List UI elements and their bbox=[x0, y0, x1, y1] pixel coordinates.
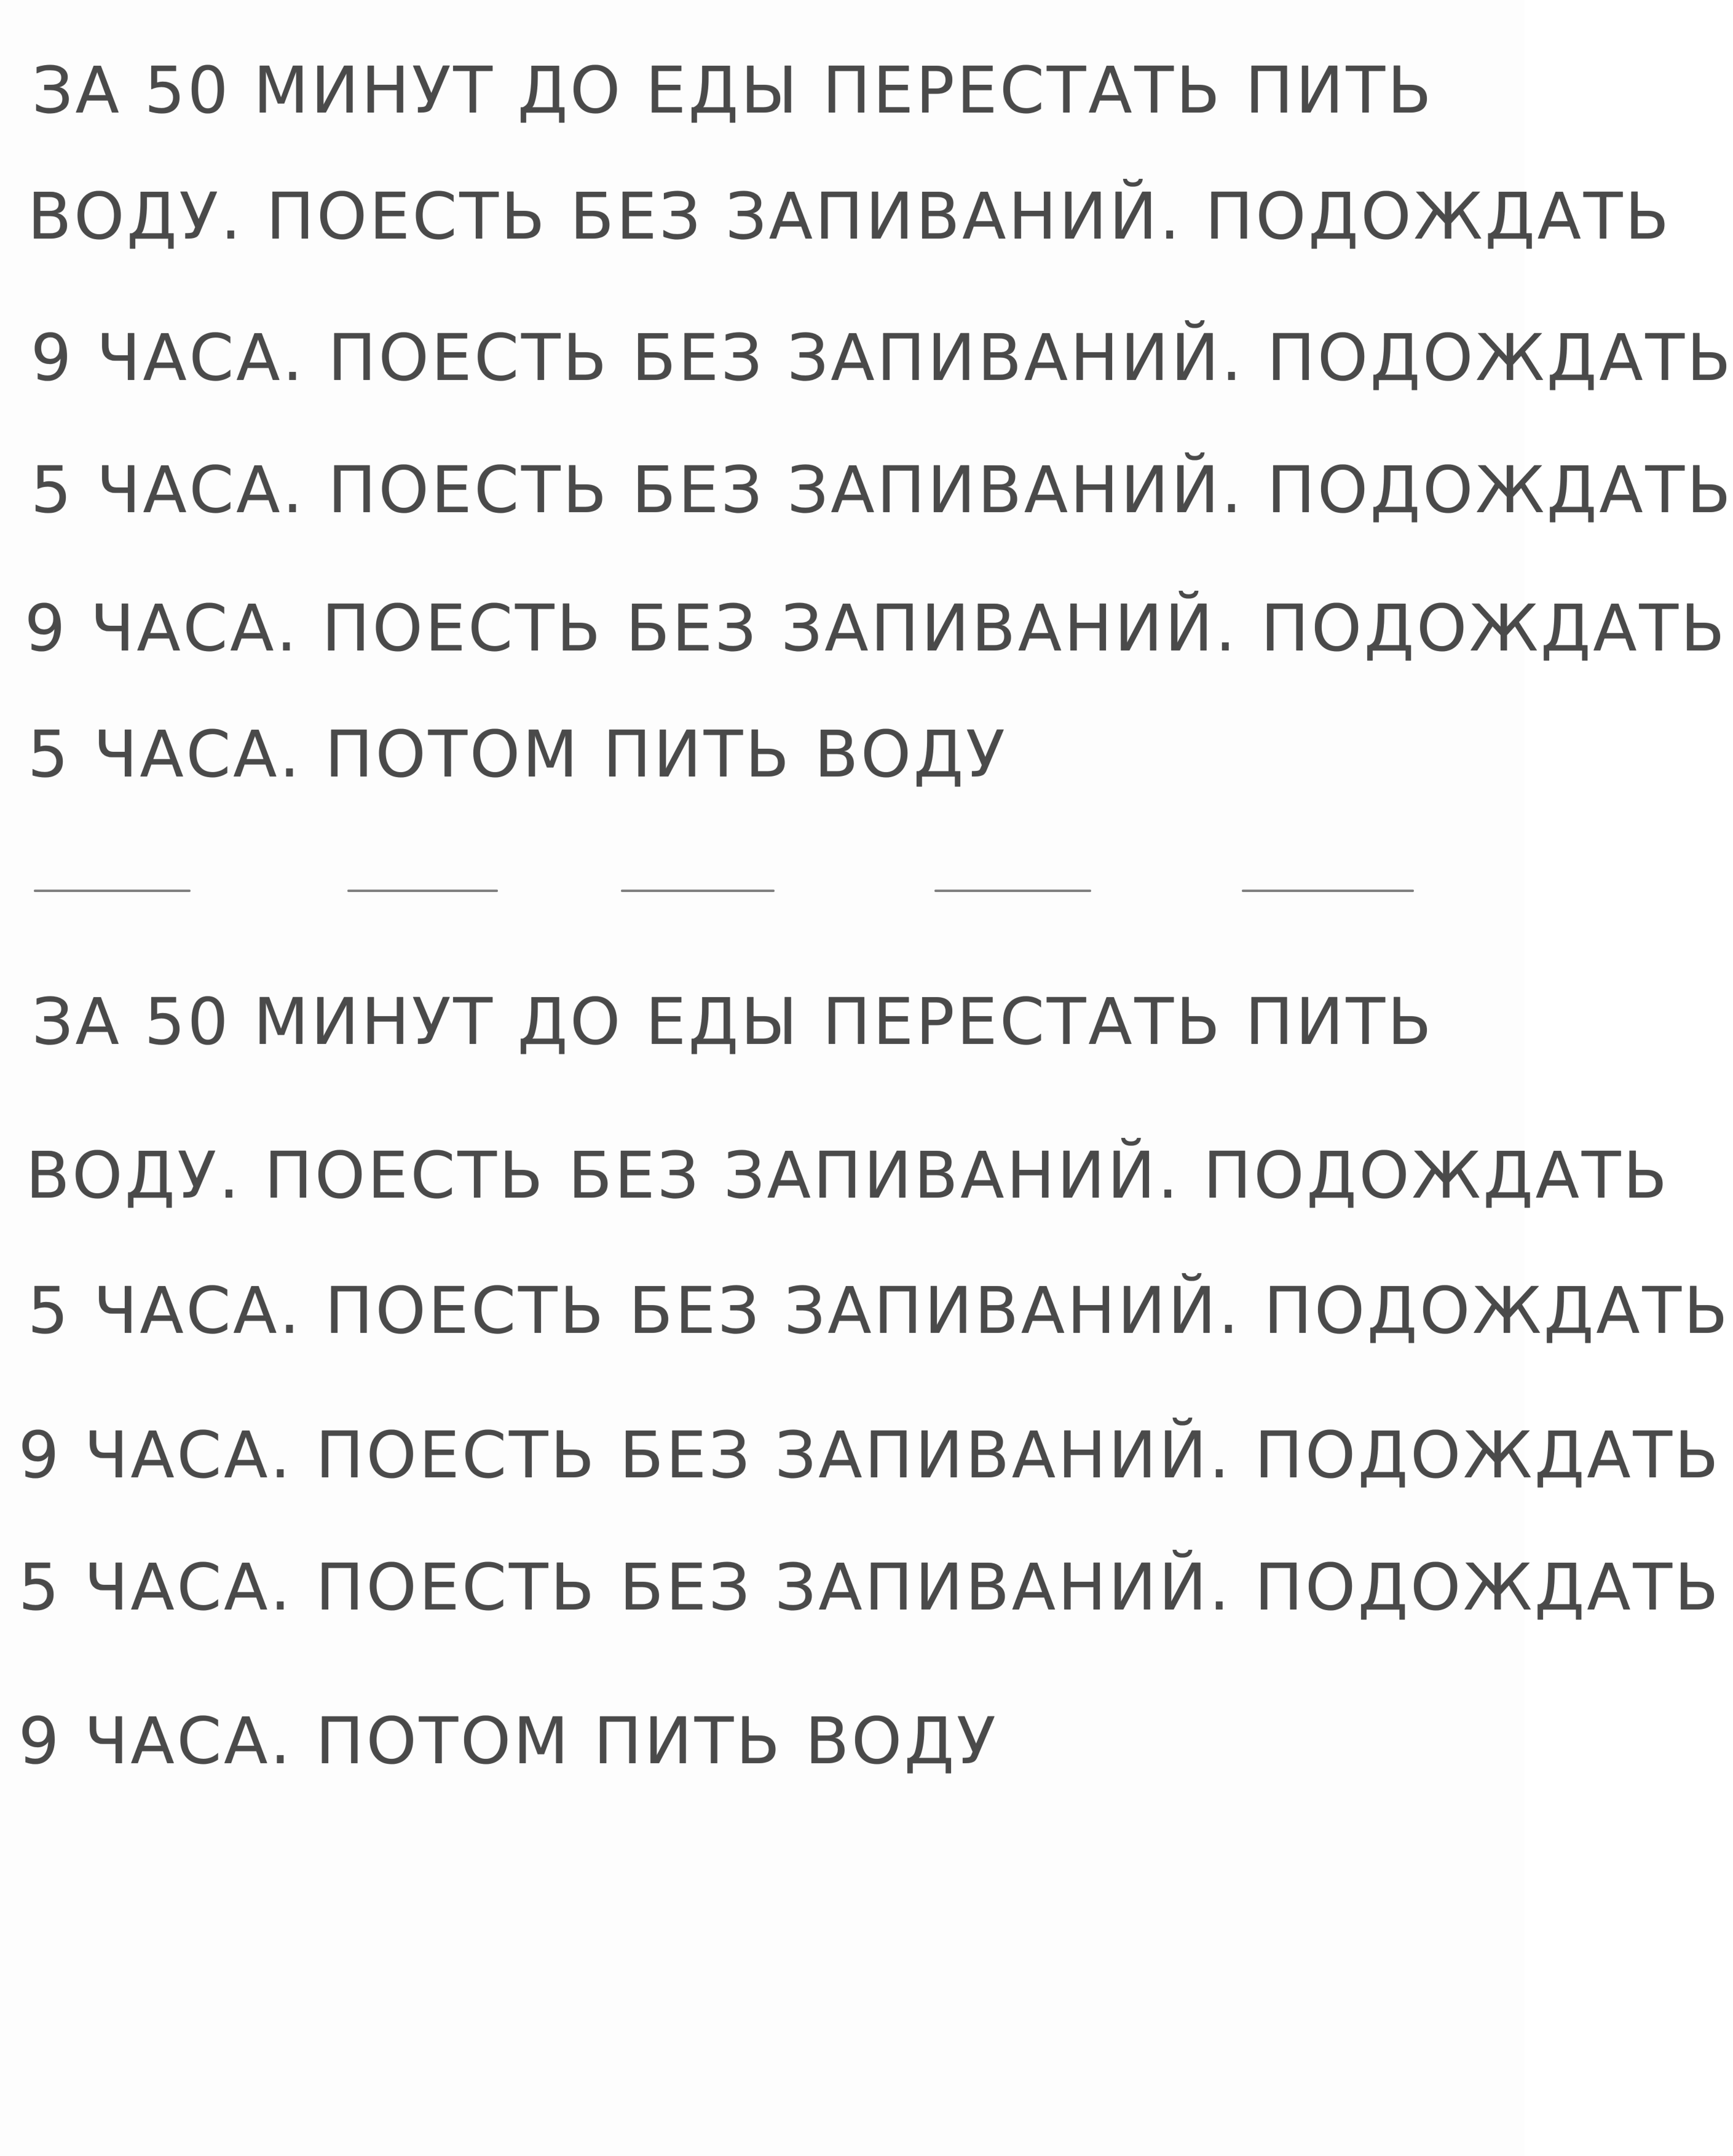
handwritten-line: 5 ЧАСА. ПОЕСТЬ БЕЗ ЗАПИВАНИЙ. ПОДОЖДАТЬ bbox=[28, 1273, 1731, 1348]
separator-dash bbox=[621, 890, 775, 892]
separator-dash bbox=[1242, 890, 1414, 892]
handwritten-line: ЗА 50 МИНУТ ДО ЕДЫ ПЕРЕСТАТЬ ПИТЬ bbox=[32, 53, 1434, 128]
handwritten-line: 9 ЧАСА. ПОЕСТЬ БЕЗ ЗАПИВАНИЙ. ПОДОЖДАТЬ bbox=[18, 1418, 1721, 1493]
handwritten-line: 9 ЧАСА. ПОТОМ ПИТЬ ВОДУ bbox=[18, 1704, 998, 1779]
handwritten-line: 5 ЧАСА. ПОТОМ ПИТЬ ВОДУ bbox=[28, 717, 1008, 792]
handwritten-line: ЗА 50 МИНУТ ДО ЕДЫ ПЕРЕСТАТЬ ПИТЬ bbox=[32, 984, 1434, 1059]
handwritten-line: 9 ЧАСА. ПОЕСТЬ БЕЗ ЗАПИВАНИЙ. ПОДОЖДАТЬ bbox=[25, 591, 1727, 666]
handwritten-line: ВОДУ. ПОЕСТЬ БЕЗ ЗАПИВАНИЙ. ПОДОЖДАТЬ bbox=[26, 1138, 1670, 1213]
separator-dash bbox=[34, 890, 191, 892]
separator-dash bbox=[347, 890, 498, 892]
separator-dash bbox=[934, 890, 1091, 892]
handwritten-line: 5 ЧАСА. ПОЕСТЬ БЕЗ ЗАПИВАНИЙ. ПОДОЖДАТЬ bbox=[18, 1550, 1721, 1625]
handwritten-line: ВОДУ. ПОЕСТЬ БЕЗ ЗАПИВАНИЙ. ПОДОЖДАТЬ bbox=[28, 179, 1672, 254]
handwritten-line: 9 ЧАСА. ПОЕСТЬ БЕЗ ЗАПИВАНИЙ. ПОДОЖДАТЬ bbox=[31, 320, 1733, 395]
handwritten-line: 5 ЧАСА. ПОЕСТЬ БЕЗ ЗАПИВАНИЙ. ПОДОЖДАТЬ bbox=[31, 452, 1733, 527]
